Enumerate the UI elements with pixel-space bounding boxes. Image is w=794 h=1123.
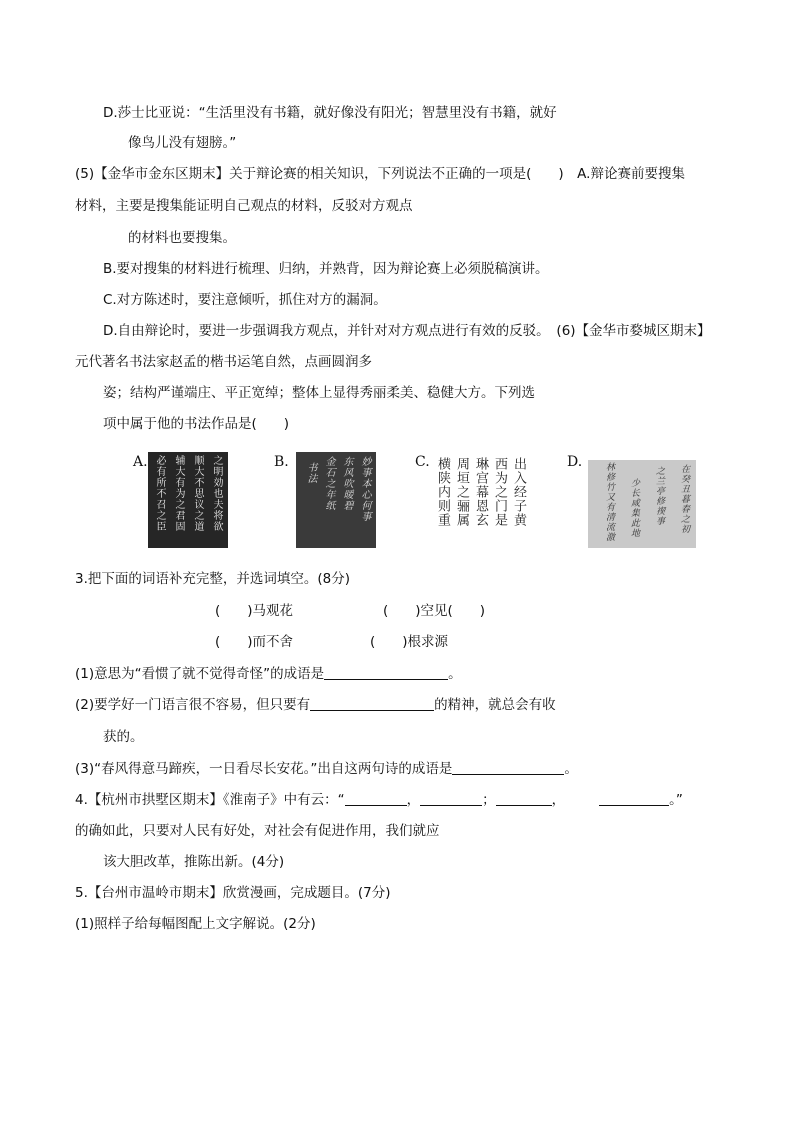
answer-blank[interactable] [496,791,552,806]
question-3-sub3: (3)“春风得意马蹄疾，一日看尽长安花。”出自这两句诗的成语是 。 [75,761,578,777]
question-5-line3: 的材料也要搜集。 [128,230,236,246]
answer-blank[interactable] [345,791,407,806]
question-6-line3: 项中属于他的书法作品是( ) [103,416,290,432]
calligraphy-option-c-image: 出入经子黄 西为之门是 琳宫幕恩玄 周垣之骊属 横陕内则重 [430,455,530,549]
question-3-title: 3.把下面的词语补充完整，并选词填空。(8分) [75,571,351,587]
word-blank-3: ( )而不舍 [215,634,294,650]
calligraphy-option-a-label: A. [133,454,148,470]
question-5-option-d: D.自由辩论时，要进一步强调我方观点，并针对对方观点进行有效的反驳。 (6)【金华市婺城区期末】 [103,323,711,339]
question-5-line2: 材料，主要是搜集能证明自己观点的材料，反驳对方观点 [75,198,413,214]
calligraphy-option-a-image: 之明効也夫将欲 顺大不思议之道 辅大有为之君固 必有所不召之臣 [148,452,228,548]
question-3-sub1: (1)意思为“看惯了就不觉得奇怪”的成语是 。 [75,666,462,682]
calligraphy-option-d-label: D. [567,454,583,470]
question-4-line3: 该大胆改革，推陈出新。(4分) [103,854,285,870]
word-blank-2: ( )空见( ) [383,603,486,619]
question-6-line1: 元代著名书法家赵孟的楷书运笔自然，点画圆润多 [75,354,372,370]
answer-blank[interactable] [310,696,434,711]
answer-blank[interactable] [599,791,669,806]
calligraphy-option-b-image: 妙事本心何事 东风吹暖碧 金石之年纸 书法 [296,452,376,548]
question-6-line2: 姿；结构严谨端庄、平正宽绰；整体上显得秀丽柔美、稳健大方。下列选 [103,385,535,401]
question-5-option-c: C.对方陈述时，要注意倾听，抓住对方的漏洞。 [103,292,387,308]
option-d-line1: D.莎士比亚说：“生活里没有书籍，就好像没有阳光；智慧里没有书籍，就好 [103,105,557,121]
calligraphy-option-c-label: C. [415,454,430,470]
word-blank-1: ( )马观花 [215,603,294,619]
question-3-sub2: (2)要学好一门语言很不容易，但只要有 的精神，就总会有收 [75,697,556,713]
answer-blank[interactable] [452,760,564,775]
question-5-option-b: B.要对搜集的材料进行梳理、归纳，并熟背，因为辩论赛上必须脱稿演讲。 [103,261,549,277]
question-4-line2: 的确如此，只要对人民有好处，对社会有促进作用，我们就应 [75,823,440,839]
question-5-sub1: (1)照样子给每幅图配上文字解说。(2分) [75,916,316,932]
question-5-title: 5.【台州市温岭市期末】欣赏漫画，完成题目。(7分) [75,885,391,901]
answer-blank[interactable] [324,665,448,680]
calligraphy-option-b-label: B. [274,454,289,470]
question-3-sub2-cont: 获的。 [103,729,144,745]
option-d-line2: 像鸟儿没有翅膀。” [128,135,237,151]
question-4-line1: 4.【杭州市拱墅区期末】《淮南子》中有云：“ ， ； ， 。” [75,792,683,808]
calligraphy-option-d-image: 在癸丑暮春之初 之兰亭修禊事 少长咸集此地 林修竹又有清流激 [588,460,696,548]
question-5-line1: (5)【金华市金东区期末】关于辩论赛的相关知识，下列说法不正确的一项是( ) A.辩论赛前要搜集 [75,166,685,182]
word-blank-4: ( )根求源 [370,634,449,650]
answer-blank[interactable] [420,791,482,806]
